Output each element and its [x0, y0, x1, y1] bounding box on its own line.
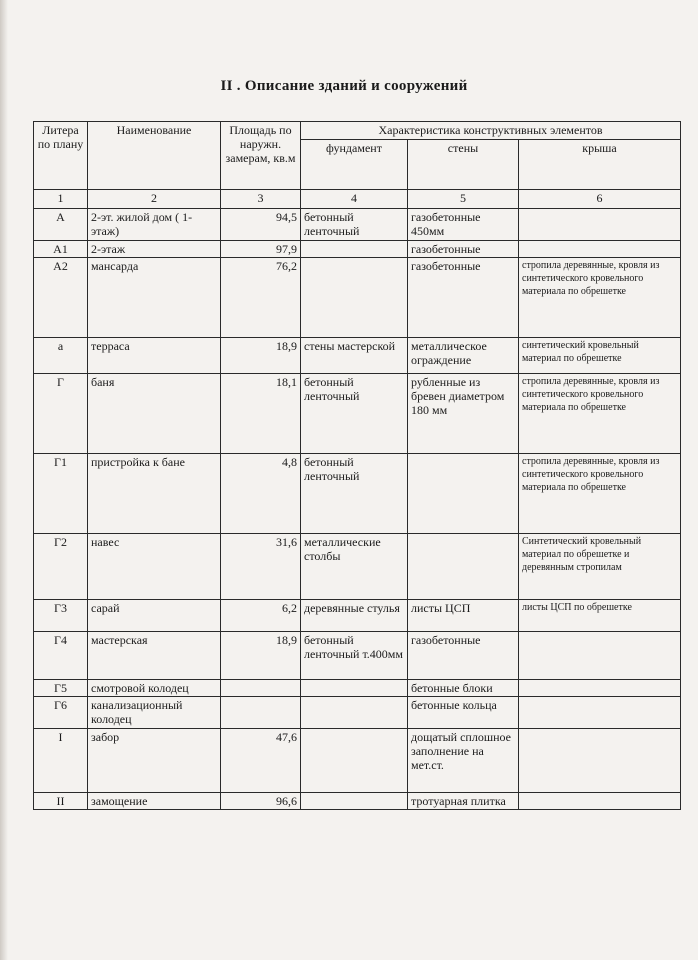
cell-name: пристройка к бане: [88, 454, 221, 534]
cell-foundation: [301, 697, 408, 729]
cell-area: 18,9: [221, 338, 301, 374]
cell-litera: А: [34, 209, 88, 241]
cell-litera: а: [34, 338, 88, 374]
page-title: II . Описание зданий и сооружений: [220, 78, 468, 94]
cell-area: [221, 697, 301, 729]
cell-area: 76,2: [221, 258, 301, 338]
cell-name: сарай: [88, 600, 221, 632]
cell-litera: Г2: [34, 534, 88, 600]
cell-walls: листы ЦСП: [408, 600, 519, 632]
cell-area: 47,6: [221, 729, 301, 793]
cell-walls: [408, 454, 519, 534]
table-row: [34, 209, 681, 241]
cell-foundation: [301, 258, 408, 338]
cell-litera: Г5: [34, 680, 88, 697]
table-row: [34, 258, 681, 338]
table-row: [34, 793, 681, 810]
col-number: 1: [34, 190, 88, 209]
cell-roof: [519, 680, 681, 697]
col-number: 6: [519, 190, 681, 209]
cell-roof: [519, 632, 681, 680]
cell-name: 2-эт. жилой дом ( 1-этаж): [88, 209, 221, 241]
cell-litera: II: [34, 793, 88, 810]
table-row: [34, 454, 681, 534]
cell-roof: Синтетический кровельный материал по обрешетке и деревянным стропилам: [519, 534, 681, 600]
cell-foundation: [301, 729, 408, 793]
table-row: [34, 600, 681, 632]
cell-name: баня: [88, 374, 221, 454]
table-row: [34, 680, 681, 697]
cell-foundation: бетонный ленточный т.400мм: [301, 632, 408, 680]
cell-walls: дощатый сплошное заполнение на мет.ст.: [408, 729, 519, 793]
cell-name: канализационный колодец: [88, 697, 221, 729]
cell-area: 97,9: [221, 241, 301, 258]
header-foundation: фундамент: [301, 140, 408, 190]
cell-walls: тротуарная плитка: [408, 793, 519, 810]
cell-roof: [519, 697, 681, 729]
cell-litera: Г1: [34, 454, 88, 534]
cell-name: мастерская: [88, 632, 221, 680]
cell-litera: А1: [34, 241, 88, 258]
cell-foundation: бетонный ленточный: [301, 374, 408, 454]
cell-name: замощение: [88, 793, 221, 810]
cell-foundation: [301, 241, 408, 258]
table-row: [34, 374, 681, 454]
cell-walls: газобетонные 450мм: [408, 209, 519, 241]
cell-foundation: деревянные стулья: [301, 600, 408, 632]
cell-walls: газобетонные: [408, 258, 519, 338]
table-row: [34, 697, 681, 729]
cell-walls: бетонные кольца: [408, 697, 519, 729]
cell-area: 6,2: [221, 600, 301, 632]
col-number: 5: [408, 190, 519, 209]
cell-roof: стропила деревянные, кровля из синтетического кровельного материала по обрешетке: [519, 258, 681, 338]
cell-litera: Г3: [34, 600, 88, 632]
col-number: 4: [301, 190, 408, 209]
cell-name: забор: [88, 729, 221, 793]
cell-area: [221, 680, 301, 697]
cell-litera: Г: [34, 374, 88, 454]
header-area: Площадь по наружн. замерам, кв.м: [221, 122, 301, 190]
cell-roof: [519, 729, 681, 793]
cell-walls: газобетонные: [408, 632, 519, 680]
cell-foundation: бетонный ленточный: [301, 454, 408, 534]
buildings-table: [33, 121, 681, 810]
col-number: 3: [221, 190, 301, 209]
cell-name: навес: [88, 534, 221, 600]
header-name: Наименование: [88, 122, 221, 190]
cell-foundation: [301, 793, 408, 810]
cell-litera: А2: [34, 258, 88, 338]
cell-walls: газобетонные: [408, 241, 519, 258]
cell-roof: [519, 241, 681, 258]
cell-name: смотровой колодец: [88, 680, 221, 697]
cell-roof: стропила деревянные, кровля из синтетического кровельного материала по обрешетке: [519, 454, 681, 534]
cell-name: 2-этаж: [88, 241, 221, 258]
cell-area: 96,6: [221, 793, 301, 810]
table-row: [34, 338, 681, 374]
cell-walls: рубленные из бревен диаметром 180 мм: [408, 374, 519, 454]
table-row: [34, 632, 681, 680]
cell-foundation: [301, 680, 408, 697]
cell-foundation: металлические столбы: [301, 534, 408, 600]
column-number-row: [34, 190, 681, 209]
table-row: [34, 729, 681, 793]
cell-roof: стропила деревянные, кровля из синтетического кровельного материала по обрешетке: [519, 374, 681, 454]
cell-area: 94,5: [221, 209, 301, 241]
header-walls: стены: [408, 140, 519, 190]
cell-area: 18,1: [221, 374, 301, 454]
header-roof: крыша: [519, 140, 681, 190]
cell-litera: Г6: [34, 697, 88, 729]
cell-walls: бетонные блоки: [408, 680, 519, 697]
cell-foundation: бетонный ленточный: [301, 209, 408, 241]
col-number: 2: [88, 190, 221, 209]
cell-walls: металлическое ограждение: [408, 338, 519, 374]
table-row: [34, 241, 681, 258]
cell-name: мансарда: [88, 258, 221, 338]
cell-walls: [408, 534, 519, 600]
header-litera: Литера по плану: [34, 122, 88, 190]
cell-litera: Г4: [34, 632, 88, 680]
cell-roof: [519, 209, 681, 241]
cell-roof: синтетический кровельный материал по обрешетке: [519, 338, 681, 374]
cell-area: 4,8: [221, 454, 301, 534]
cell-roof: [519, 793, 681, 810]
cell-area: 31,6: [221, 534, 301, 600]
page-edge-shadow: [0, 0, 8, 960]
cell-name: терраса: [88, 338, 221, 374]
header-characteristics: Характеристика конструктивных элементов: [301, 122, 681, 140]
cell-litera: I: [34, 729, 88, 793]
cell-area: 18,9: [221, 632, 301, 680]
table-row: [34, 534, 681, 600]
cell-foundation: стены мастерской: [301, 338, 408, 374]
cell-roof: листы ЦСП по обрешетке: [519, 600, 681, 632]
